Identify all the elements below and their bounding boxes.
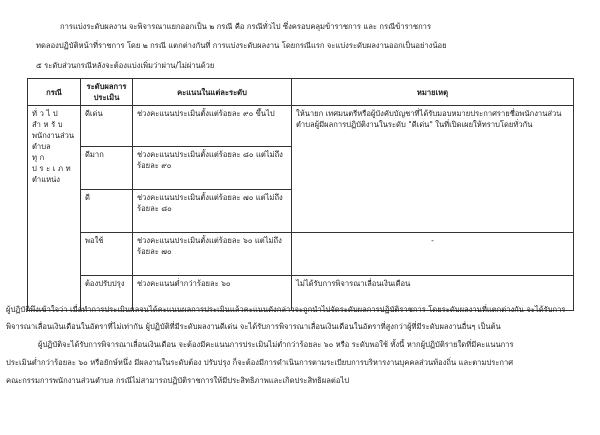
level-cell: ต้องปรับปรุง bbox=[81, 276, 133, 311]
criteria-cell: ช่วงคะแนนต่ำกว่าร้อยละ ๖๐ bbox=[133, 276, 292, 311]
intro-line-1: การแบ่งระดับผลงาน จะพิจารณาแยกออกเป็น ๒ กรณี คือ กรณีทั่วไป ซึ่งครอบคลุมข้าราชการ และ กรณีข้าราชการ bbox=[60, 22, 432, 31]
header-category: กรณี bbox=[28, 79, 81, 106]
header-level: ระดับผลการประเมิน bbox=[81, 79, 133, 106]
criteria-cell: ช่วงคะแนนประเมินตั้งแต่ร้อยละ ๗๐ แต่ไม่ถึงร้อยละ ๘๐ bbox=[133, 190, 292, 233]
level-cell: พอใช้ bbox=[81, 233, 133, 276]
criteria-cell: ช่วงคะแนนประเมินตั้งแต่ร้อยละ ๘๐ แต่ไม่ถึงร้อยละ ๙๐ bbox=[133, 147, 292, 190]
category-cell bbox=[28, 106, 81, 311]
evaluation-level-table bbox=[27, 78, 574, 311]
paragraph-2-line-2: ประเมินต่ำกว่าร้อยละ ๖๐ หรือยักษ์หนึ่ง มีผลงานในระดับต้อง ปรับปรุง ก็จะต้องมีการดำเนินการตามระเบียบการบริหารงานบุคคลส่วนท้องถิ่น และตามประกาศ bbox=[6, 358, 514, 367]
category-line: พนักงานส่วนตำบล bbox=[32, 131, 75, 151]
table-row bbox=[28, 233, 574, 276]
header-note: หมายเหตุ bbox=[292, 79, 574, 106]
level-cell: ดีเด่น bbox=[81, 106, 133, 147]
note-cell: ให้นายก เทศมนตรีหรือผู้บังคับบัญชาที่ได้รับมอบหมายประกาศรายชื่อพนักงานส่วนตำบลผู้มีผลการปฏิบัติงานในระดับ "ดีเด่น" ในที่เปิดเผยให้ทราบโดยทั่วกัน bbox=[292, 106, 574, 233]
paragraph-1-line-1: ผู้ปฏิบัติพึงเข้าใจว่า เมื่อทำการประเมินผลจนได้คะแนนผลการประเมินแล้วคะแนนดังกล่าวจะถูกนำไปจัดระดับผลการปฏิบัติราชการ โดยระดับผลงานที่แตกต่างกัน จะได้รับการ bbox=[6, 305, 566, 314]
category-line: ทุกประเภท bbox=[32, 153, 74, 173]
table-header-row bbox=[28, 79, 574, 106]
paragraph-2-line-1: ผู้ปฏิบัติจะได้รับการพิจารณาเลื่อนเงินเดือน จะต้องมีคะแนนการประเมินไม่ต่ำกว่าร้อยละ ๖๐ หรือ ระดับพอใช้ ทั้งนี้ หากผู้ปฏิบัติรายใดที่มีคะแนนการ bbox=[38, 340, 514, 349]
header-criteria: คะแนนในแต่ละระดับ bbox=[133, 79, 292, 106]
level-cell: ดีมาก bbox=[81, 147, 133, 190]
category-line: ตำแหน่ง bbox=[32, 175, 60, 184]
intro-line-2: ทดลองปฏิบัติหน้าที่ราชการ โดย ๒ กรณี แตกต่างกันที่ การแบ่งระดับผลงาน โดยกรณีแรก จะแบ่งระดับผลงานออกเป็นอย่างน้อย bbox=[36, 41, 447, 50]
category-line: ทั่วไปสำหรับ bbox=[32, 109, 66, 129]
level-cell: ดี bbox=[81, 190, 133, 233]
paragraph-2-line-3: คณะกรรมการพนักงานส่วนตำบล กรณีไม่สามารถปฏิบัติราชการให้มีประสิทธิภาพและเกิดประสิทธิผลต่อไป bbox=[6, 376, 350, 385]
note-cell: - bbox=[292, 233, 574, 276]
table-row bbox=[28, 106, 574, 147]
note-cell: ไม่ได้รับการพิจารณาเลื่อนเงินเดือน bbox=[292, 276, 574, 311]
criteria-cell: ช่วงคะแนนประเมินตั้งแต่ร้อยละ ๙๐ ขึ้นไป bbox=[133, 106, 292, 147]
paragraph-1-line-2: พิจารณาเลื่อนเงินเดือนในอัตราที่ไม่เท่ากัน ผู้ปฏิบัติที่มีระดับผลงานดีเด่น จะได้รับการพิจารณาเลื่อนเงินเดือนในอัตราที่สูงกว่าผู้ที่มีระดับผลงานอื่นๆ เป็นต้น bbox=[6, 322, 501, 331]
criteria-cell: ช่วงคะแนนประเมินตั้งแต่ร้อยละ ๖๐ แต่ไม่ถึงร้อยละ ๗๐ bbox=[133, 233, 292, 276]
intro-line-3: ๕ ระดับส่วนกรณีหลังจะต้องแบ่งเพิ่มว่าผ่าน/ไม่ผ่านด้วย bbox=[36, 61, 215, 70]
